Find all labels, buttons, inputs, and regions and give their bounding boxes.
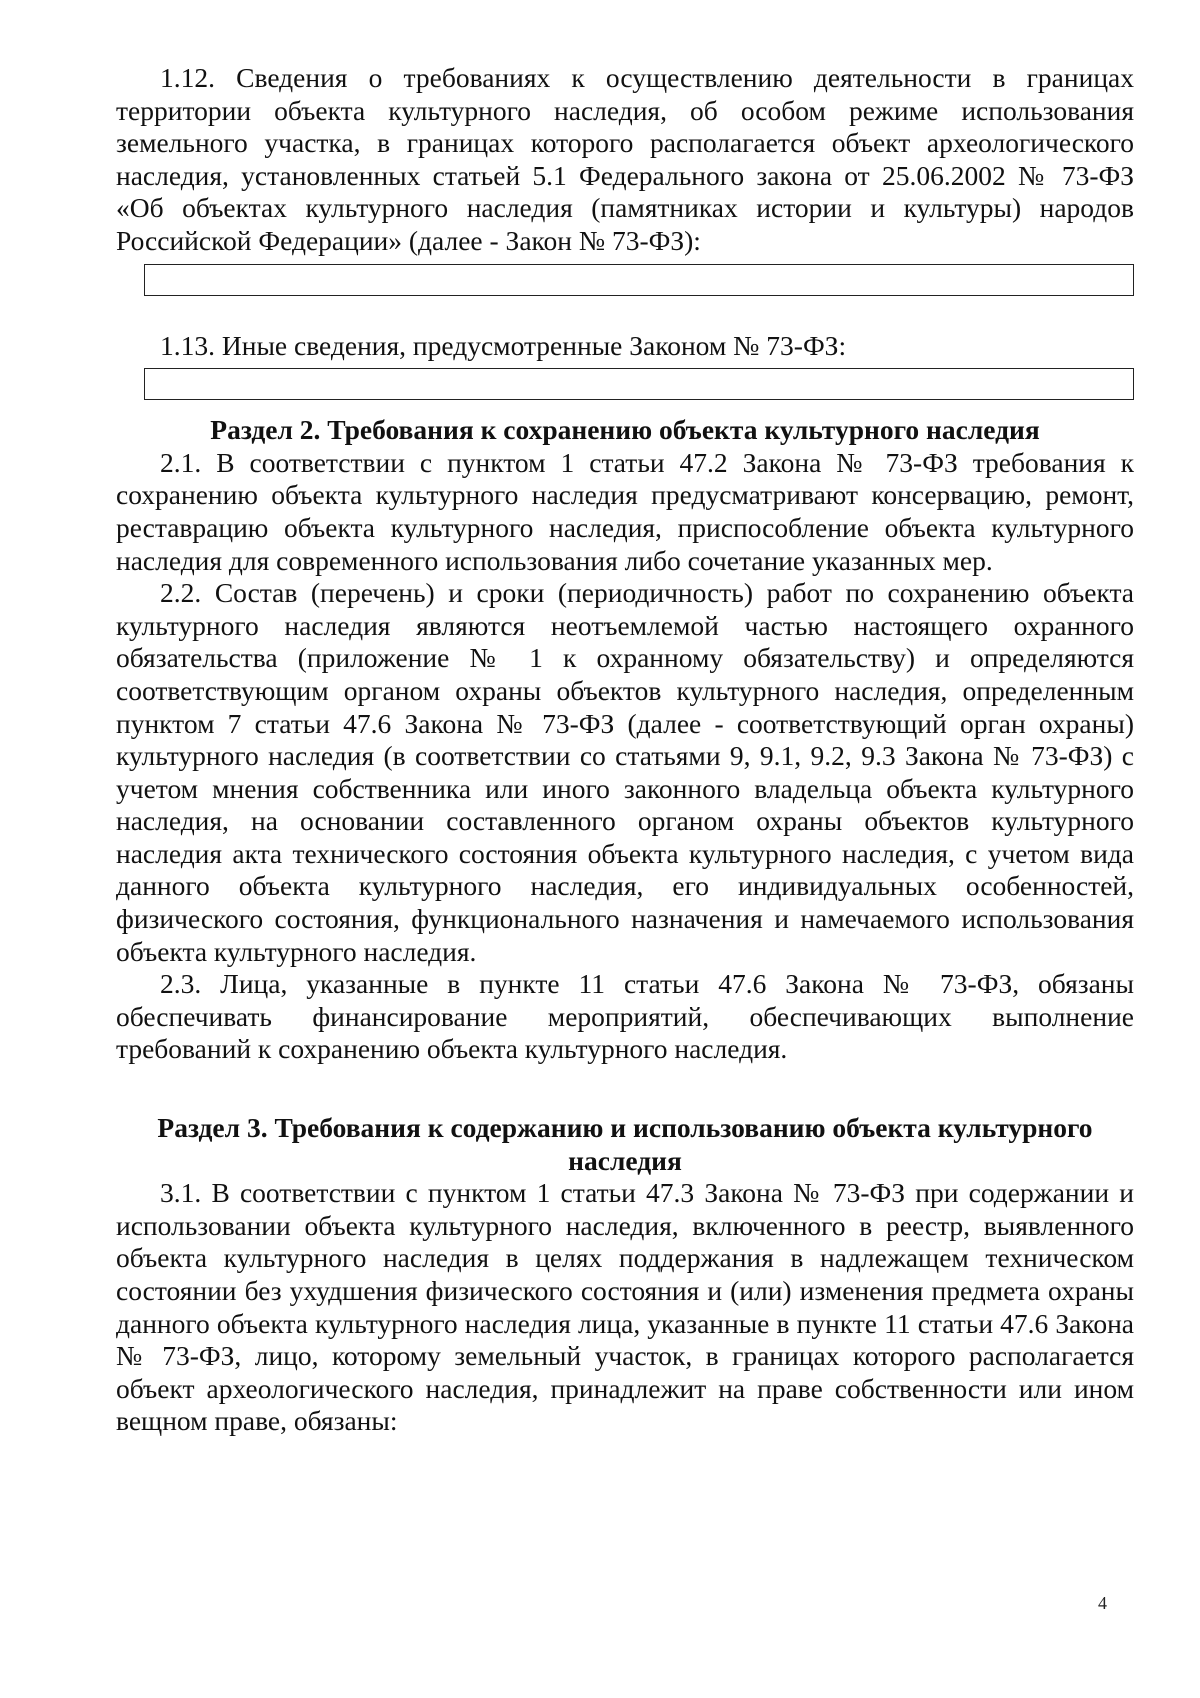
paragraph-2-1: 2.1. В соответствии с пунктом 1 статьи 47.2 Закона № 73-ФЗ требования к сохранению объекта культурного наследия предусматривают консервацию, ремонт, реставрацию объекта культурного наследия, приспособление объекта культурного наследия для современного использования либо сочетание указанных мер. — [116, 446, 1134, 576]
paragraph-1-12: 1.12. Сведения о требованиях к осуществлению деятельности в границах территории объекта культурного наследия, об особом режиме использования земельного участка, в границах которого располагается объект археологического наследия, установленных статьей 5.1 Федерального закона от 25.06.2002 № 73-ФЗ «Об объектах культурного наследия (памятниках истории и культуры) народов Российской Федерации» (далее - Закон № 73-ФЗ): — [116, 62, 1134, 256]
paragraph-2-3: 2.3. Лица, указанные в пункте 11 статьи 47.6 Закона № 73-ФЗ, обязаны обеспечивать финансирование мероприятий, обеспечивающих выполнение требований к сохранению объекта культурного наследия. — [116, 968, 1134, 1065]
paragraph-3-1: 3.1. В соответствии с пунктом 1 статьи 47.3 Закона № 73-ФЗ при содержании и использовании объекта культурного наследия, включенного в реестр, выявленного объекта культурного наследия в целях поддержания в надлежащем техническом состоянии без ухудшения физического состояния и (или) изменения предмета охраны данного объекта культурного наследия лица, указанные в пункте 11 статьи 47.6 Закона № 73-ФЗ, лицо, которому земельный участок, в границах которого располагается объект археологического наследия, принадлежит на праве собственности или ином вещном праве, обязаны: — [116, 1177, 1134, 1437]
document-page — [116, 62, 1134, 1438]
paragraph-2-2: 2.2. Состав (перечень) и сроки (периодичность) работ по сохранению объекта культурного наследия являются неотъемлемой частью настоящего охранного обязательства (приложение № 1 к охранному обязательству) и определяются соответствующим органом охраны объектов культурного наследия, определенным пунктом 7 статьи 47.6 Закона № 73-ФЗ (далее - соответствующий орган охраны) культурного наследия (в соответствии со статьями 9, 9.1, 9.2, 9.3 Закона № 73-ФЗ) с учетом мнения собственника или иного законного владельца объекта культурного наследия, на основании составленного органом охраны объектов культурного наследия акта технического состояния объекта культурного наследия, с учетом вида данного объекта культурного наследия, его индивидуальных особенностей, физического состояния, функционального назначения и намечаемого использования объекта культурного наследия. — [116, 577, 1134, 967]
field-1-13[interactable] — [144, 368, 1134, 400]
section-3-heading: Раздел 3. Требования к содержанию и использованию объекта культурного наследия — [157, 1112, 1093, 1176]
field-1-12[interactable] — [144, 264, 1134, 296]
paragraph-1-13: 1.13. Иные сведения, предусмотренные Законом № 73-ФЗ: — [160, 329, 847, 361]
page-number: 4 — [1098, 1593, 1107, 1613]
section-2-heading: Раздел 2. Требования к сохранению объекта культурного наследия — [210, 414, 1040, 446]
